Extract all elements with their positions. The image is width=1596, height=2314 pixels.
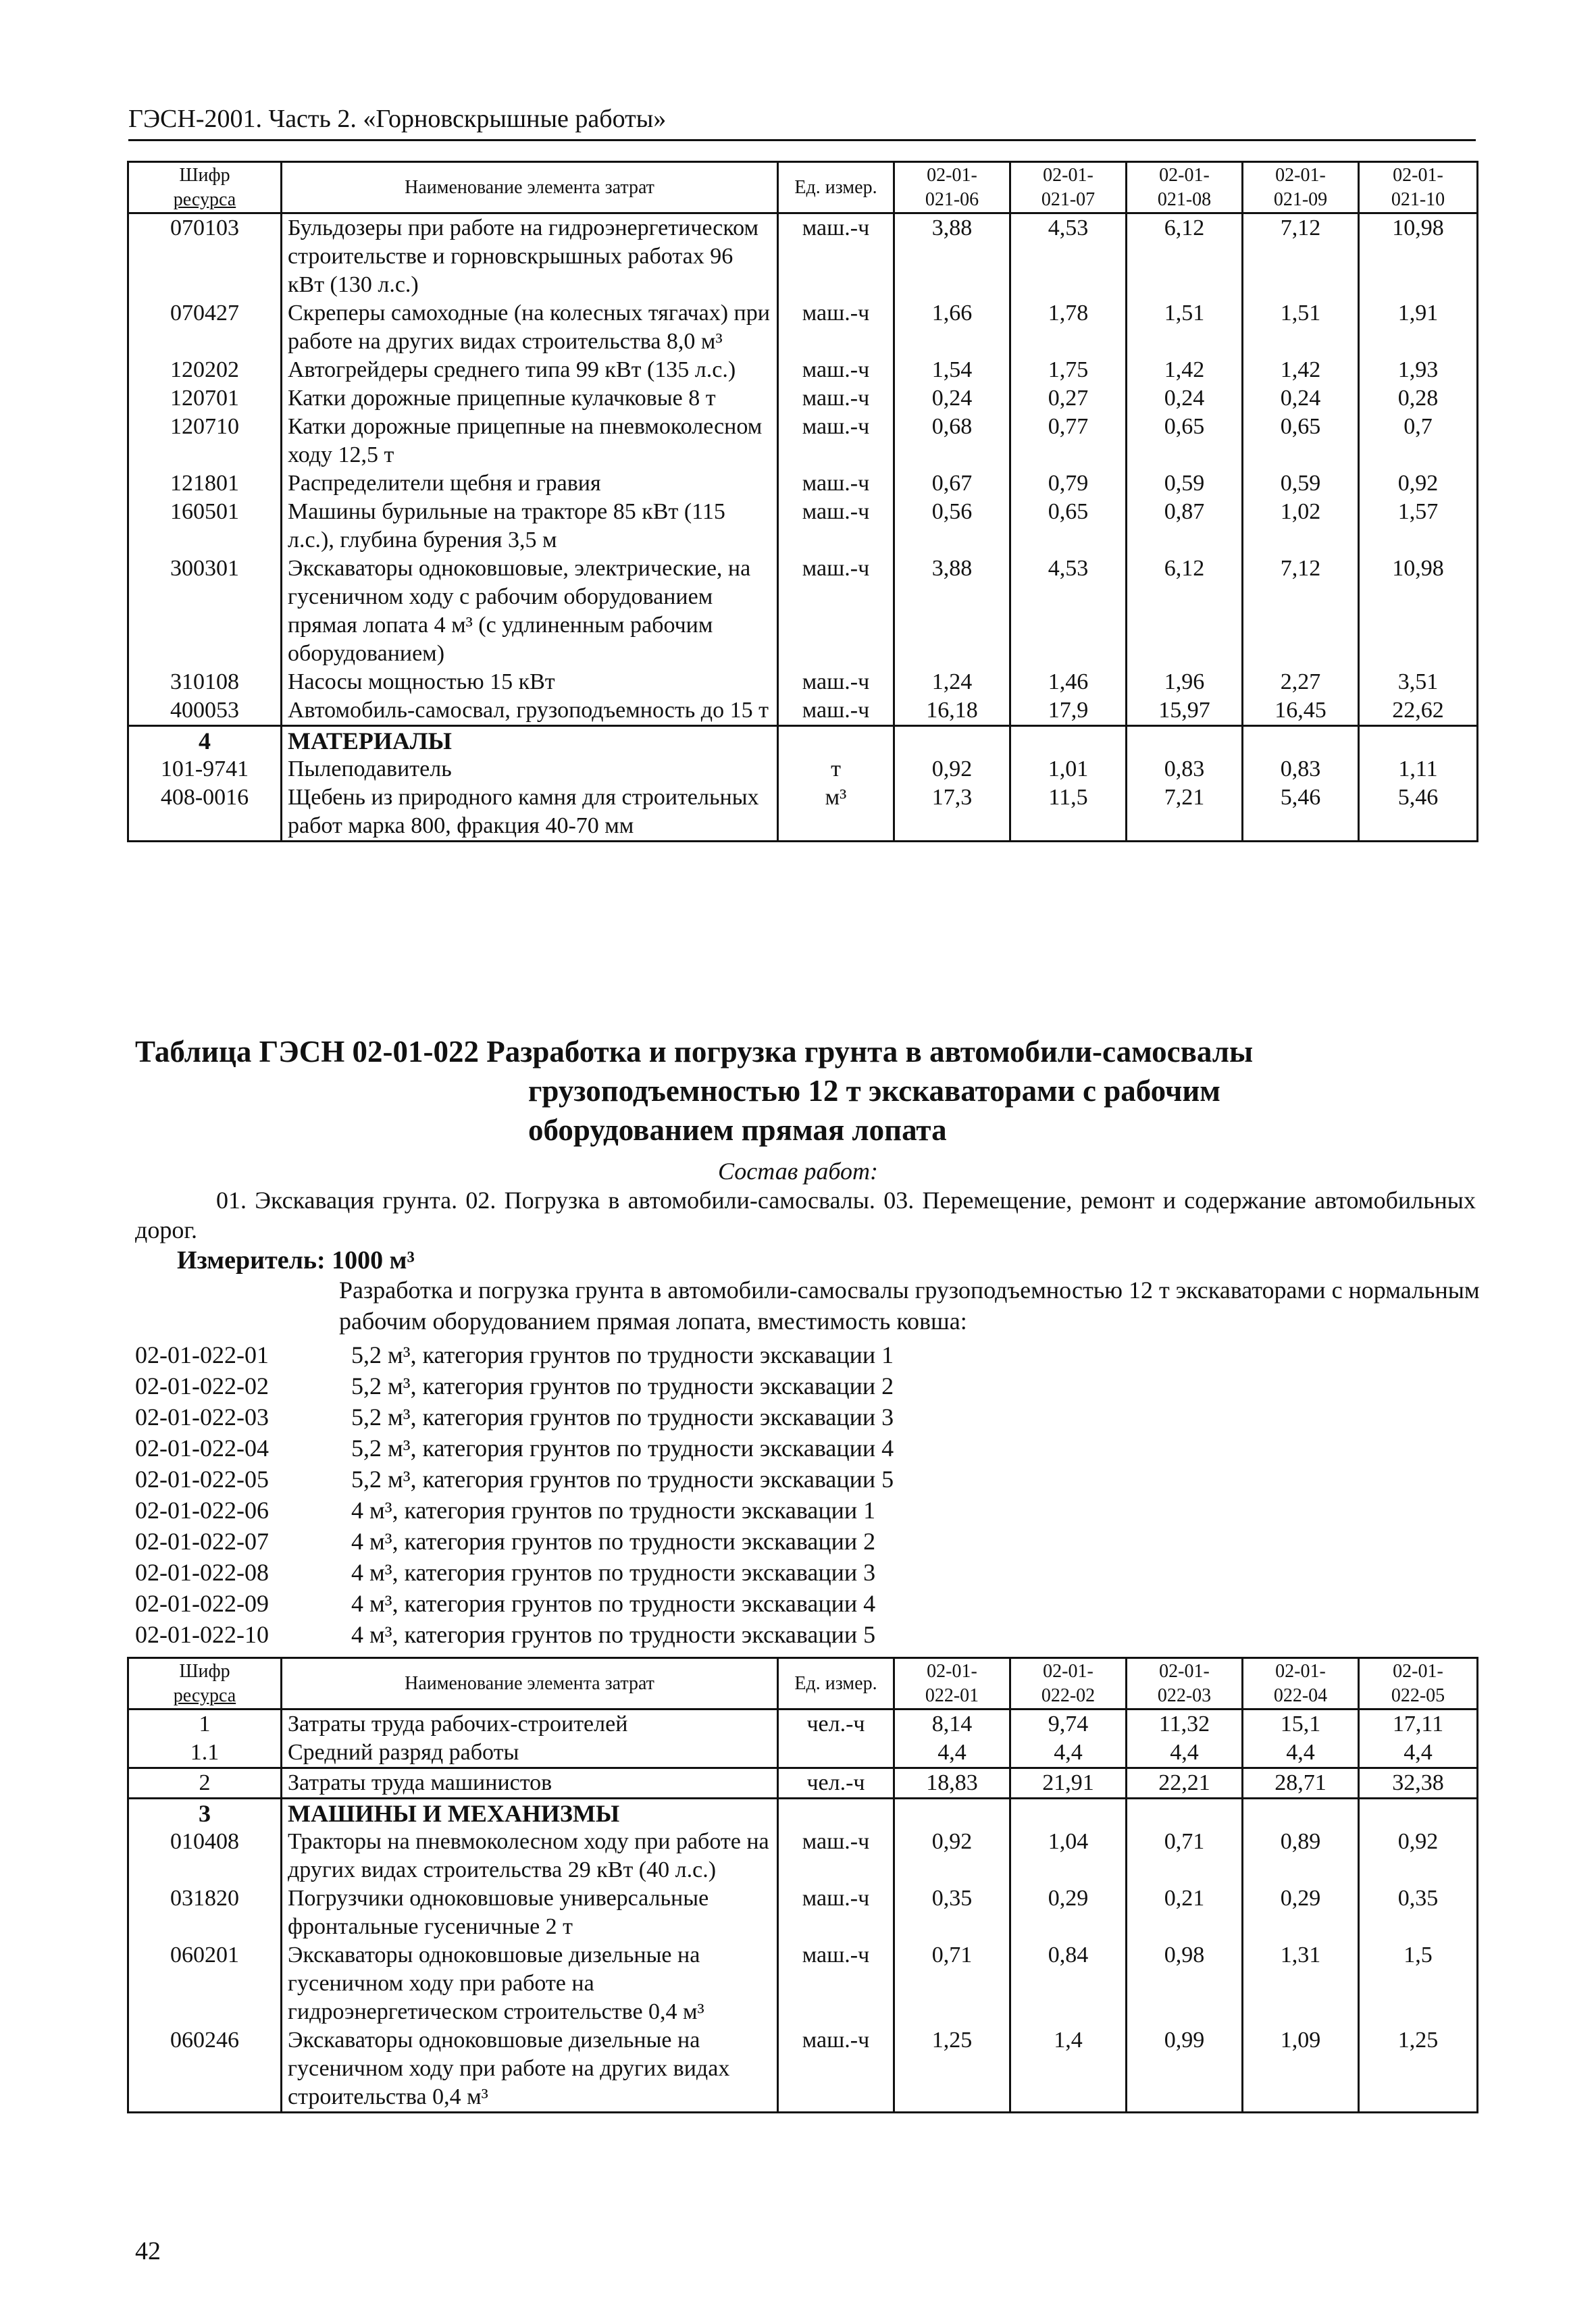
table-row: 010408 Тракторы на пневмоколесном ходу при работе на других видах строительства 29 кВт (40 л.с.) маш.-ч 0,92 1,04 0,71 0,89 0,92: [128, 1828, 1478, 1884]
col-header-022-03: 02-01- 022-03: [1127, 1658, 1243, 1709]
table-row: 300301 Экскаваторы одноковшовые, электрические, на гусеничном ходу с рабочим оборудованием прямая лопата 4 м³ (с удлиненным рабочим оборудованием) маш.-ч 3,88 4,53 6,12 7,12 10,98: [128, 555, 1478, 668]
list-item: 02-01-022-03 5,2 м³, категория грунтов по трудности экскавации 3: [135, 1404, 894, 1431]
col-header-name: Наименование элемента затрат: [282, 1658, 778, 1709]
table-row: 070427 Скреперы самоходные (на колесных тягачах) при работе на других видах строительства 8,0 м³ маш.-ч 1,66 1,78 1,51 1,51 1,91: [128, 299, 1478, 356]
list-item: 02-01-022-05 5,2 м³, категория грунтов по трудности экскавации 5: [135, 1466, 894, 1493]
table-row: 400053 Автомобиль-самосвал, грузоподъемность до 15 т маш.-ч 16,18 17,9 15,97 16,45 22,62: [128, 696, 1478, 726]
list-item: 02-01-022-06 4 м³, категория грунтов по трудности экскавации 1: [135, 1497, 876, 1524]
list-item: 02-01-022-07 4 м³, категория грунтов по трудности экскавации 2: [135, 1528, 876, 1555]
table-row: 070103 Бульдозеры при работе на гидроэнергетическом строительстве и горновскрышных работах 96 кВт (130 л.с.) маш.-ч 3,88 4,53 6,12 7,12 10,98: [128, 213, 1478, 300]
table-title: Таблица ГЭСН 02-01-022 Разработка и погрузка грунта в автомобили-самосвалы грузоподъемностью 12 т экскаваторами с рабочим оборудованием прямая лопата: [135, 1035, 1254, 1147]
table-row: 120710 Катки дорожные прицепные на пневмоколесном ходу 12,5 т маш.-ч 0,68 0,77 0,65 0,65 0,7: [128, 413, 1478, 469]
table-row: 121801 Распределители щебня и гравия маш.-ч 0,67 0,79 0,59 0,59 0,92: [128, 469, 1478, 498]
table-row: 2 Затраты труда машинистов чел.-ч 18,83 21,91 22,21 28,71 32,38: [128, 1768, 1478, 1799]
measurement-unit: Измеритель: 1000 м³: [177, 1246, 415, 1275]
col-header-021-07: 02-01- 021-07: [1010, 162, 1127, 213]
variants-intro: Разработка и погрузка грунта в автомобили-самосвалы грузоподъемностью 12 т экскаваторами с нормальным рабочим оборудованием прямая лопата, вместимость ковша:: [339, 1277, 1480, 1335]
list-item: 02-01-022-01 5,2 м³, категория грунтов по трудности экскавации 1: [135, 1341, 894, 1368]
table-row: 310108 Насосы мощностью 15 кВт маш.-ч 1,24 1,46 1,96 2,27 3,51: [128, 668, 1478, 696]
section-row-machines: 3 МАШИНЫ И МЕХАНИЗМЫ: [128, 1799, 1478, 1828]
table-row: 060246 Экскаваторы одноковшовые дизельные на гусеничном ходу при работе на других видах строительства 0,4 м³ маш.-ч 1,25 1,4 0,99 1,09 1,25: [128, 2026, 1478, 2113]
work-composition-text: 01. Экскавация грунта. 02. Погрузка в автомобили-самосвалы. 03. Перемещение, ремонт и содержание автомобильных дорог.: [135, 1187, 1476, 1243]
list-item: 02-01-022-09 4 м³, категория грунтов по трудности экскавации 4: [135, 1590, 876, 1617]
table-row: 1 Затраты труда рабочих-строителей чел.-ч 8,14 9,74 11,32 15,1 17,11: [128, 1709, 1478, 1739]
table-row: 408-0016 Щебень из природного камня для строительных работ марка 800, фракция 40-70 мм м³ 17,3 11,5 7,21 5,46 5,46: [128, 783, 1478, 842]
page-number: 42: [135, 2237, 161, 2265]
col-header-021-10: 02-01- 021-10: [1359, 162, 1478, 213]
resource-table-022: [127, 1657, 1478, 2113]
resource-table-021: [127, 161, 1478, 842]
col-header-code: Шифр ресурса: [128, 162, 282, 213]
list-item: 02-01-022-10 4 м³, категория грунтов по трудности экскавации 5: [135, 1621, 876, 1648]
list-item: 02-01-022-04 5,2 м³, категория грунтов по трудности экскавации 4: [135, 1435, 894, 1462]
col-header-name: Наименование элемента затрат: [282, 162, 778, 213]
table-row: 101-9741 Пылеподавитель т 0,92 1,01 0,83 0,83 1,11: [128, 755, 1478, 783]
list-item: 02-01-022-02 5,2 м³, категория грунтов по трудности экскавации 2: [135, 1372, 894, 1399]
col-header-unit: Ед. измер.: [778, 162, 894, 213]
variant-list: [135, 1339, 1148, 1650]
col-header-unit: Ед. измер.: [778, 1658, 894, 1709]
col-header-021-06: 02-01- 021-06: [894, 162, 1010, 213]
table-row: 120202 Автогрейдеры среднего типа 99 кВт (135 л.с.) маш.-ч 1,54 1,75 1,42 1,42 1,93: [128, 356, 1478, 384]
table-row: 060201 Экскаваторы одноковшовые дизельные на гусеничном ходу при работе на гидроэнергетическом строительстве 0,4 м³ маш.-ч 0,71 0,84 0,98 1,31 1,5: [128, 1941, 1478, 2026]
table-row: 120701 Катки дорожные прицепные кулачковые 8 т маш.-ч 0,24 0,27 0,24 0,24 0,28: [128, 384, 1478, 413]
list-item: 02-01-022-08 4 м³, категория грунтов по трудности экскавации 3: [135, 1559, 876, 1586]
col-header-021-08: 02-01- 021-08: [1127, 162, 1243, 213]
section-row-materials: 4 МАТЕРИАЛЫ: [128, 726, 1478, 756]
col-header-022-02: 02-01- 022-02: [1010, 1658, 1127, 1709]
col-header-021-09: 02-01- 021-09: [1243, 162, 1359, 213]
col-header-022-05: 02-01- 022-05: [1359, 1658, 1478, 1709]
page-header: ГЭСН-2001. Часть 2. «Горновскрышные работы»: [128, 101, 1476, 141]
table-row: 160501 Машины бурильные на тракторе 85 кВт (115 л.с.), глубина бурения 3,5 м маш.-ч 0,56 0,65 0,87 1,02 1,57: [128, 498, 1478, 555]
table-row: 031820 Погрузчики одноковшовые универсальные фронтальные гусеничные 2 т маш.-ч 0,35 0,29 0,21 0,29 0,35: [128, 1884, 1478, 1941]
col-header-022-01: 02-01- 022-01: [894, 1658, 1010, 1709]
work-composition-label: Состав работ:: [718, 1158, 878, 1185]
col-header-code: Шифр ресурса: [128, 1658, 282, 1709]
table-row: 1.1 Средний разряд работы 4,4 4,4 4,4 4,4 4,4: [128, 1739, 1478, 1768]
col-header-022-04: 02-01- 022-04: [1243, 1658, 1359, 1709]
